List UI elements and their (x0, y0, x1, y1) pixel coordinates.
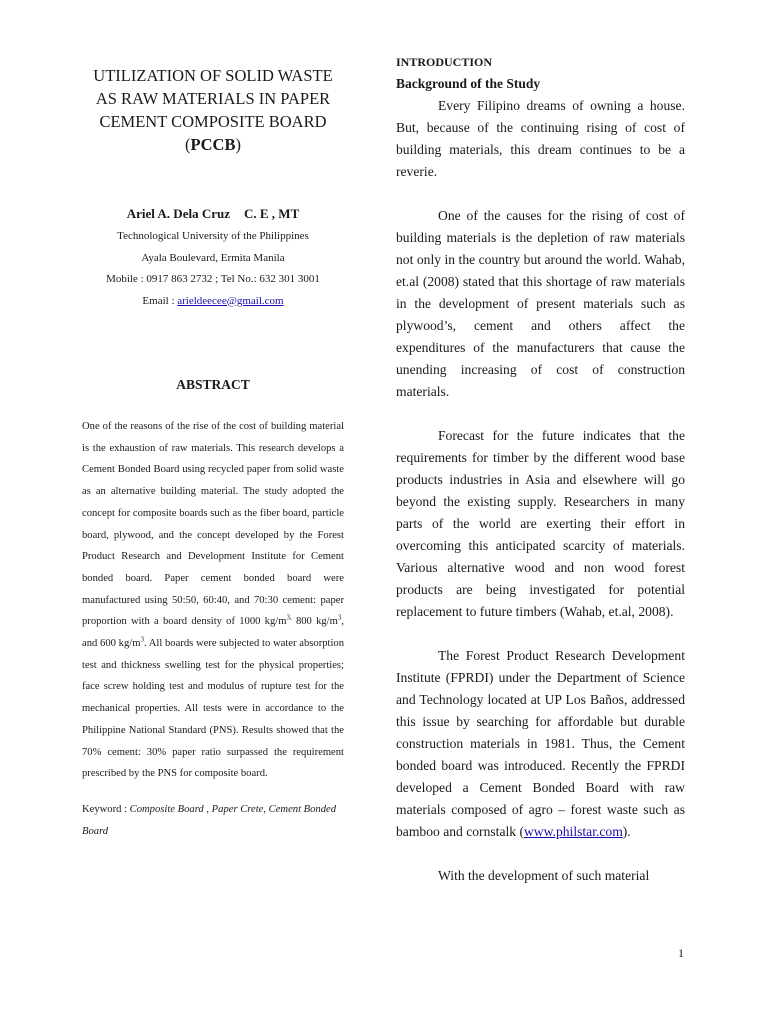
philstar-link[interactable]: www.philstar.com (523, 824, 623, 839)
author-institution: Technological University of the Philippines (117, 230, 309, 242)
title-text: UTILIZATION OF SOLID WASTE AS RAW MATERIALS IN PAPER CEMENT COMPOSITE BOARD ( (93, 66, 333, 154)
author-contact: Mobile : 0917 863 2732 ; Tel No.: 632 301 3001 (106, 273, 320, 285)
title-acronym: PCCB (190, 135, 236, 154)
introduction-heading: INTRODUCTION (396, 55, 493, 69)
author-address: Ayala Boulevard, Ermita Manila (141, 251, 285, 264)
abstract-body: One of the reasons of the rise of the cost of building material is the exhaustion of raw materials. This research develops a Cement Bonded Board using recycled paper from solid waste as an alternative building material. The study adopted the concept for composite boards such as the fiber board, particle board, plywood, and the concept developed by the Forest Product Research and Development Institute for Cement bonded board. Paper cement bonded board were manufactured using 50:50, 60:40, and 70:30 cement: paper proportion with a board density of 1000 $kg/m^{3,}$ 800 $kg/m^3$, and 600 $kg/m^3$. All boards were subjected to water absorption test and thickness swelling test for the physical properties; face screw holding test and modulus of rupture test for the mechanical properties. All tests were in accordance to the Philippine National Standard (PNS). Results showed that the 70% cement: 30% paper ratio surpassed the requirement prescribed by the PNS for composite board. (82, 421, 345, 780)
intro-paragraph-4: The Forest Product Research Development Institute (FPRDI) under the Department of Science and Technology located at UP Los Baños, addressed this issue by searching for affordable but durable construction materials in 1981. Thus, the Cement bonded board was introduced. Recently the FPRDI developed a Cement Bonded Board with raw materials composed of agro – forest waste such as bamboo and cornstalk (www.philstar.com). (396, 648, 685, 839)
author-credentials: C. E , MT (244, 206, 300, 221)
keywords-terms: Composite Board , Paper Crete, Cement Bonded Board (82, 803, 337, 837)
author-name: Ariel A. Dela Cruz (126, 206, 230, 221)
author-email-line (82, 291, 344, 313)
intro-paragraph-2: One of the causes for the rising of cost of building materials is the depletion of raw materials not only in the country but around the world. Wahab, et.al (2008) stated that this shortage of raw materials in the development of present materials such as plywood’s, cement and others affect the expenditures of the manufacturers that cause the unending increasing of cost of construction materials. (396, 208, 685, 399)
email-link[interactable]: arieldeecee@gmail.com (177, 294, 284, 307)
keywords-label: Keyword : (82, 803, 130, 815)
author-line (82, 206, 344, 222)
paper-title (82, 64, 344, 156)
page-number: 1 (678, 946, 684, 960)
left-column (82, 64, 344, 842)
intro-paragraph-3: Forecast for the future indicates that the requirements for timber by the different wood base products industries in Asia and elsewhere will go beyond the existing supply. Researchers in many parts of the world are exerting their effort in overcoming this anticipated scarcity of materials. Various alternative wood and non wood forest products are being investigated for potential replacement to future timbers (Wahab, et.al, 2008). (396, 428, 685, 619)
abstract-heading: ABSTRACT (176, 377, 250, 392)
intro-paragraph-5: With the development of such material (438, 868, 650, 883)
email-label: Email : (142, 294, 178, 307)
right-column (396, 54, 685, 887)
background-subheading: Background of the Study (396, 76, 541, 91)
keywords (82, 799, 344, 842)
intro-paragraph-1: Every Filipino dreams of owning a house. But, because of the continuing rising of cost of building materials, this dream continues to be a reverie. (396, 98, 685, 179)
title-close: ) (235, 135, 241, 154)
